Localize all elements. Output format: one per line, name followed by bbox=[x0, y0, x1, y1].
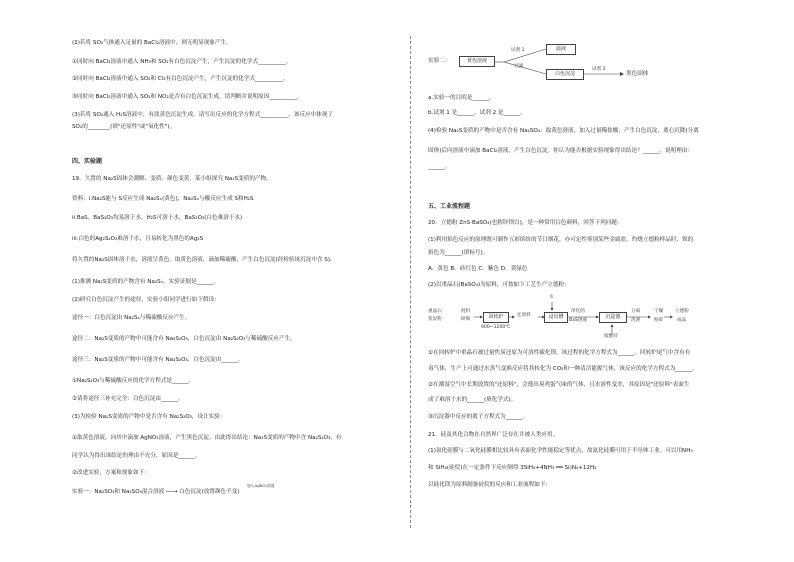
raw-material-2: 焦炭粉 bbox=[428, 317, 442, 322]
text-line: ③同时向 BaCl₂溶液中通入 SO₂和 NO₂是否有白色沉淀生成，请判断并说明原因__________。 bbox=[72, 94, 303, 100]
text-line: (1)氮化硅膜与二氧化硅膜相比较具有表面化学性能稳定等优点，故氮化硅膜可用于半导体工业。可以用NH₃ bbox=[428, 448, 693, 454]
filter-label: 过滤 bbox=[514, 64, 524, 69]
grind-label: 研细 bbox=[461, 317, 471, 322]
text-line: (1)利用焰色反应的原理既可制作五彩缤纷的节日烟花，亦可定性鉴别某些金属盐。灼烧立德粉样品时，钡的 bbox=[428, 237, 694, 243]
bas-solution-label: BaS溶液 bbox=[569, 318, 588, 323]
text-line: 途径二：Na₂S变质的产物中可能含有 Na₂S₂O₃，白色沉淀由 Na₂S₂O₃与稀硫酸反应产生。 bbox=[72, 336, 296, 342]
text-line: (3)为检验 Na₂S变质的产物中是否含有 Na₂S₂O₃，设计实验： bbox=[72, 414, 226, 420]
text-line: b.试剂 1 是______，试剂 2 是______。 bbox=[428, 110, 526, 116]
text-line: iii.白色的Ag₂S₂O₃难溶于水，且易转化为黑色的Ag₂S bbox=[72, 236, 204, 242]
reagent-1-label: 试剂 1 bbox=[511, 48, 525, 53]
text-line: ①同时向 BaCl₂溶液中通入 NH₃和 SO₂有白色沉淀产生，产生沉淀的化学式__________。 bbox=[72, 59, 292, 65]
reduced-material-label: 还原料 bbox=[517, 313, 531, 318]
text-line: 同学认为得出该结论的理由不充分，原因是______。 bbox=[72, 453, 201, 459]
rotary-kiln-box: 回转炉 bbox=[483, 312, 509, 323]
wash-label: 洗涤 bbox=[631, 318, 641, 323]
text-line: 焰色为______(填标号)。 bbox=[428, 250, 489, 256]
mix-label: 混料 bbox=[461, 309, 471, 314]
text-line: 毒气体，生产上可通过水蒸气变换反应将其转化为 CO₂和一种清洁能源气体，该反应的化学方程式为______。 bbox=[428, 366, 698, 372]
product-label-1: 立德粉 bbox=[675, 309, 689, 314]
precipitator-box: 沉淀器 bbox=[599, 312, 627, 323]
text-line: ②同时向 BaCl₂溶液中通入 SO₂和 Cl₂有白色沉淀产生，产生沉淀的化学式__________。 bbox=[72, 76, 289, 82]
text-line: 将久置的Na₂S固体溶于水，溶液呈黄色。取黄色溶液，滴加稀硫酸，产生白色沉淀(经检验该沉淀中含 S)。 bbox=[72, 257, 336, 263]
white-precipitate-box: 白色沉淀 bbox=[546, 69, 584, 80]
arrow-label: 加入AgNO₃溶液 bbox=[247, 483, 275, 488]
black-solid-label: 黑色固体 bbox=[626, 71, 649, 77]
purified-label: 净化的 bbox=[571, 309, 585, 314]
text-line: 资料：i.Na₂S能与 S反应生成 Na₂Sₓ(黄色)，Na₂Sₓ与酸反应生成 S和H₂S bbox=[72, 196, 254, 202]
text-line: ①取黄色溶液，向其中滴加 AgNO₃溶液，产生黑色沉淀。由此得出结论：Na₂S变质的产物中含 Na₂S₂O₃，有 bbox=[72, 435, 342, 441]
reagent-2-label: 试剂 2 bbox=[592, 67, 606, 72]
zinc-sulfate-label: 硫酸锌 bbox=[604, 334, 618, 339]
text-line: 20．立德粉 ZnS·BaSO₄(也称锌钡白)，是一种常用白色颜料，回答下列问题： bbox=[428, 220, 623, 226]
experiment-2-diagram bbox=[428, 36, 728, 86]
text-line: ①Na₂S₂O₃与稀硫酸反应的化学方程式是______。 bbox=[72, 378, 195, 384]
yellow-solution-box: 黄色溶液 bbox=[459, 56, 495, 67]
text-line: A．黄色 B．砖红色 C．紫色 D．黄绿色 bbox=[428, 266, 528, 272]
water-label: 水 bbox=[549, 295, 554, 300]
text-line: 固体)后向溶液中滴加 BaCl₂溶液，产生白色沉淀。你认为能否根据实验现象得出结论？______，说明理由： bbox=[428, 148, 694, 154]
text-line: 途径三：Na₂S变质的产物中可能含有 Na₂S₂O₃，白色沉淀由______。 bbox=[72, 357, 244, 363]
raw-material-1: 重晶石 bbox=[428, 309, 442, 314]
text-line: 和 SiH₄(硅烷)在一定条件下反应制得 3SiH₄+4NH₃ ══ Si₃N₄+12H₂ bbox=[428, 465, 597, 471]
text-line: ②请将途径三补充完全：白色沉淀由______。 bbox=[72, 396, 184, 402]
column-divider bbox=[410, 36, 411, 528]
text-line: SO₂的________(填"还原性"或"氧化性")。 bbox=[72, 124, 176, 130]
text-line: (2)以重晶石(BaSO₄)为原料，可按如下工艺生产立德粉： bbox=[428, 282, 570, 288]
text-line: 19．久置的 Na₂S固体会潮解、变质、颜色变黄，某小组探究 Na₂S变质的产物。 bbox=[72, 176, 272, 182]
text-line: 实验一：Na₂SO₃和 Na₂SO₄混合溶液 ──→ 白色沉淀(放置颜色不变) bbox=[72, 489, 240, 495]
dry-label: 干燥 bbox=[654, 309, 664, 314]
text-line: (2)研究白色沉淀产生的途径，实验小组同学进行如下假设： bbox=[72, 297, 220, 303]
text-line: (3)若将 SO₂通入 H₂S溶液中，有淡黄色沉淀生成，请写出反应的化学方程式__________，该反应中体现了 bbox=[72, 112, 334, 118]
text-line: 途径一：白色沉淀由 Na₂Sₓ与稀硫酸反应产生。 bbox=[72, 315, 191, 321]
text-line: ①在回转炉中重晶石被过量焦炭还原为可溶性硫化钡，该过程的化学方程式为______。回转炉尾气中含有有 bbox=[428, 350, 691, 356]
product-label-2: 成品 bbox=[677, 318, 687, 323]
text-line: 成了难溶于水的______(填化学式)。 bbox=[428, 397, 517, 403]
text-line: (4)检验 Na₂S变质的产物中是否含有 Na₂SO₄：取黄色溶液，加入过量稀盐酸，产生白色沉淀，离心沉降(分离 bbox=[428, 128, 699, 134]
text-line: (1)推测 Na₂S变质的产物含有 Na₂Sₓ，实验证据是______。 bbox=[72, 279, 220, 285]
experiment-2-label: 实验二： bbox=[428, 58, 451, 64]
filtrate-box: 滤液 bbox=[546, 44, 576, 55]
text-line: ______。 bbox=[428, 164, 451, 170]
text-line: 以硅化镁为原料制备硅烷的反应和工业流程如下： bbox=[428, 482, 552, 488]
mill-label: 粉碎 bbox=[654, 318, 664, 323]
text-line: (2)若将 SO₂气体通入足量的 BaCl₂溶液中，则无明显现象产生。 bbox=[72, 40, 232, 46]
process-flow-diagram bbox=[428, 295, 728, 345]
kiln-temperature: 900~1200℃ bbox=[481, 325, 511, 330]
text-line: a.实验一的目的是______。 bbox=[428, 95, 495, 101]
section-heading: 五、工业流程题 bbox=[428, 203, 471, 210]
text-line: 21．硅及其化合物在自然界广泛存在并被人类应用。 bbox=[428, 432, 559, 438]
text-line: ②在潮湿空气中长期放置的"还原料"，会逸出臭鸡蛋气味的气体，且水溶性变差，其原因是"还原料"表面生 bbox=[428, 382, 690, 388]
text-line: ii.BaS、BaS₂O₃均易溶于水，H₂S可溶于水，BaS₂O₃(白色难溶于水) bbox=[72, 215, 243, 221]
section-heading: 四、实验题 bbox=[72, 158, 103, 165]
text-line: ③沉淀器中反应的离子方程式为______。 bbox=[428, 414, 529, 420]
separate-label: 分离 bbox=[631, 309, 641, 314]
leaching-tank-box: 浸出槽 bbox=[544, 312, 568, 323]
text-line: ②改进实验，方案和现象如下： bbox=[72, 470, 150, 476]
